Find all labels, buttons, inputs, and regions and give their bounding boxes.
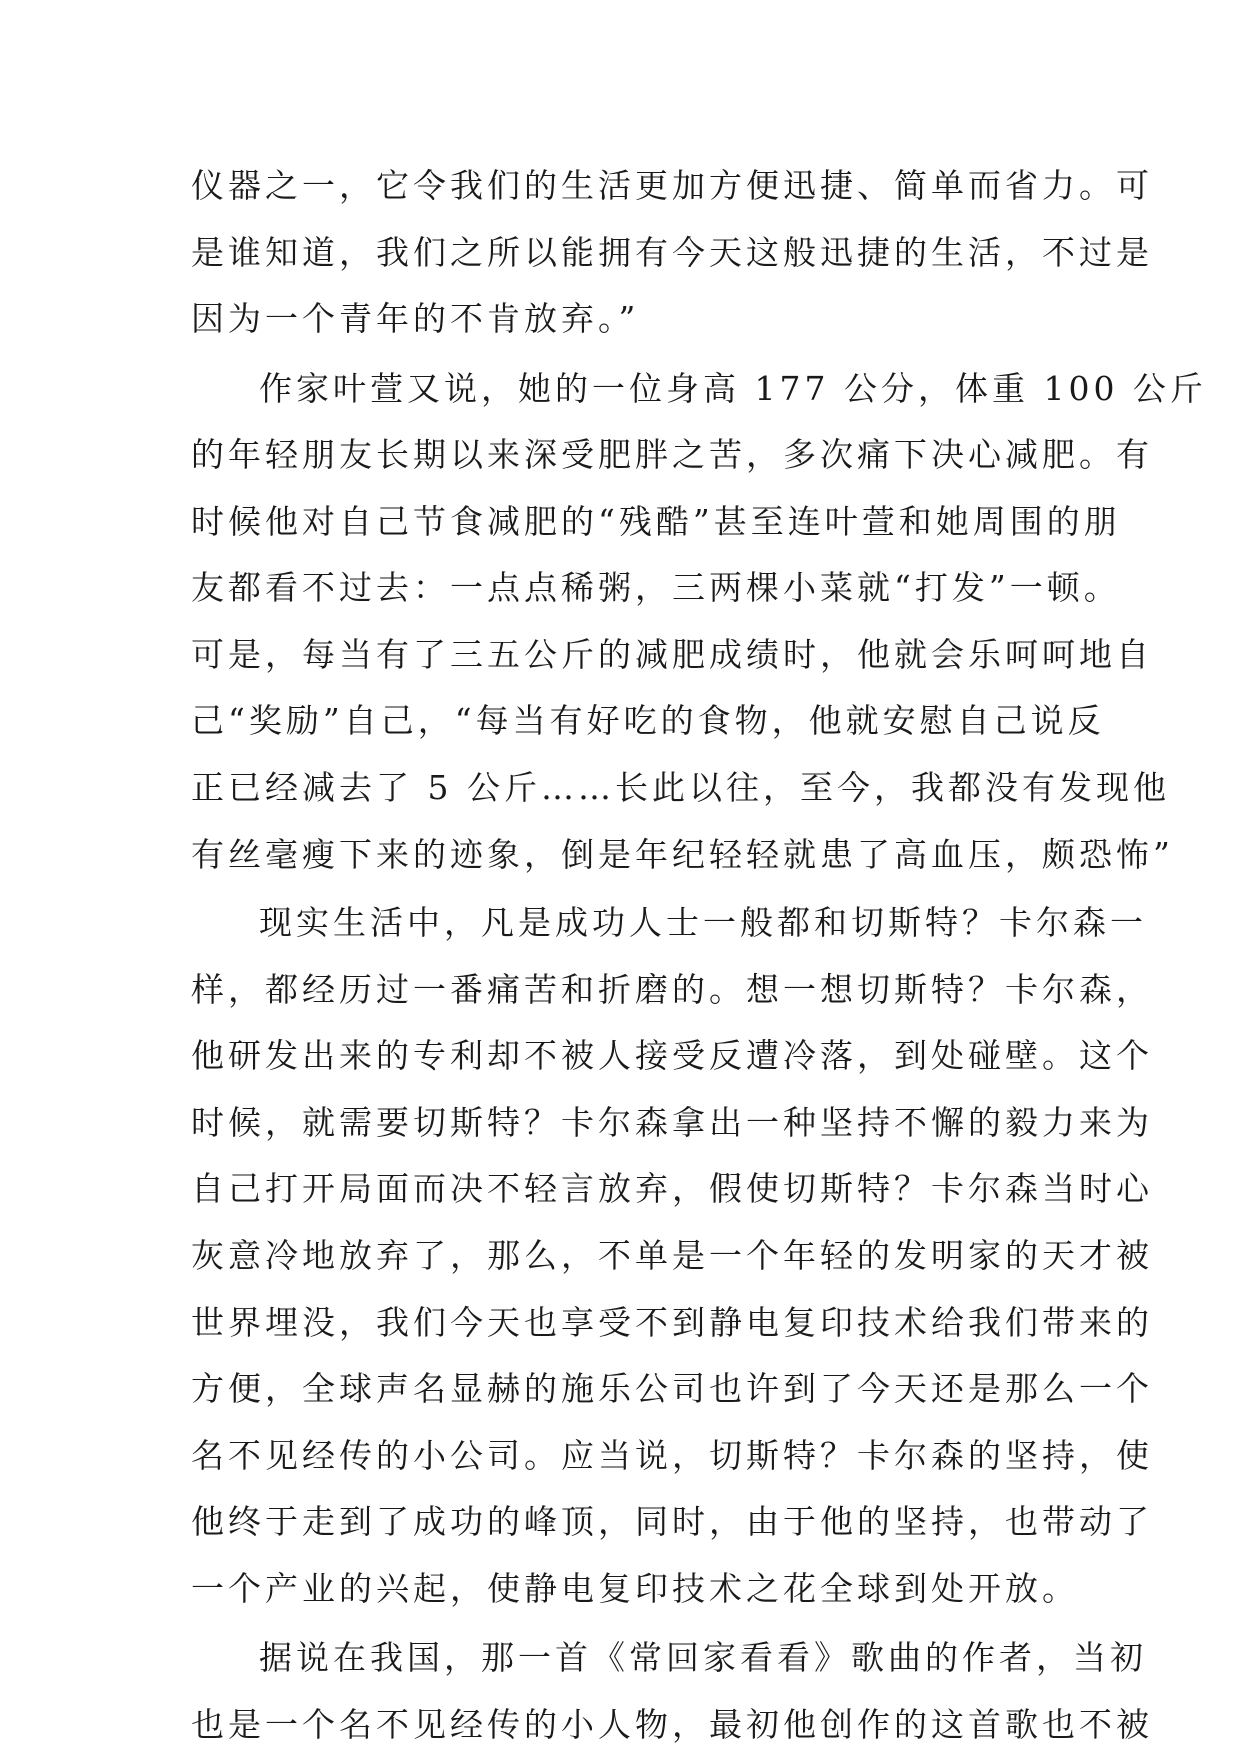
text-line: 灰意冷地放弃了，那么，不单是一个年轻的发明家的天才被 — [191, 1236, 1153, 1275]
text-line: 有丝毫瘦下来的迹象，倒是年纪轻轻就患了高血压，颇恐怖” — [191, 835, 1174, 874]
paragraph-first-line: 据说在我国，那一首《常回家看看》歌曲的作者，当初 — [259, 1638, 1147, 1677]
text-line: 可是，每当有了三五公斤的减肥成绩时，他就会乐呵呵地自 — [191, 635, 1153, 674]
text-line: 样，都经历过一番痛苦和折磨的。想一想切斯特？卡尔森， — [191, 970, 1153, 1009]
text-line: 也是一个名不见经传的小人物，最初他创作的这首歌也不被 — [191, 1705, 1153, 1744]
text-line: 己“奖励”自己，“每当有好吃的食物，他就安慰自己说反 — [191, 701, 1105, 740]
text-line: 方便，全球声名显赫的施乐公司也许到了今天还是那么一个 — [191, 1369, 1153, 1408]
text-line: 的年轻朋友长期以来深受肥胖之苦，多次痛下决心减肥。有 — [191, 435, 1153, 474]
text-line: 他终于走到了成功的峰顶，同时，由于他的坚持，也带动了 — [191, 1502, 1153, 1541]
text-line: 因为一个青年的不肯放弃。” — [191, 299, 640, 338]
text-line: 仪器之一，它令我们的生活更加方便迅捷、简单而省力。可 — [191, 166, 1153, 205]
paragraph-first-line: 现实生活中，凡是成功人士一般都和切斯特？卡尔森一 — [259, 903, 1147, 942]
text-line: 时候，就需要切斯特？卡尔森拿出一种坚持不懈的毅力来为 — [191, 1103, 1153, 1142]
text-line: 友都看不过去：一点点稀粥，三两棵小菜就“打发”一顿。 — [191, 568, 1121, 607]
text-line: 正已经减去了 5 公斤……长此以往，至今，我都没有发现他 — [191, 768, 1170, 807]
text-line: 时候他对自己节食减肥的“残酷”甚至连叶萱和她周围的朋 — [191, 502, 1121, 541]
text-line: 名不见经传的小公司。应当说，切斯特？卡尔森的坚持，使 — [191, 1436, 1153, 1475]
text-line: 他研发出来的专利却不被人接受反遭冷落，到处碰壁。这个 — [191, 1036, 1153, 1075]
text-line: 自己打开局面而决不轻言放弃，假使切斯特？卡尔森当时心 — [191, 1169, 1153, 1208]
text-line: 一个产业的兴起，使静电复印技术之花全球到处开放。 — [191, 1569, 1079, 1608]
text-line: 是谁知道，我们之所以能拥有今天这般迅捷的生活，不过是 — [191, 233, 1153, 272]
text-line: 世界埋没，我们今天也享受不到静电复印技术给我们带来的 — [191, 1303, 1153, 1342]
paragraph-first-line: 作家叶萱又说，她的一位身高 177 公分，体重 100 公斤 — [259, 369, 1207, 408]
